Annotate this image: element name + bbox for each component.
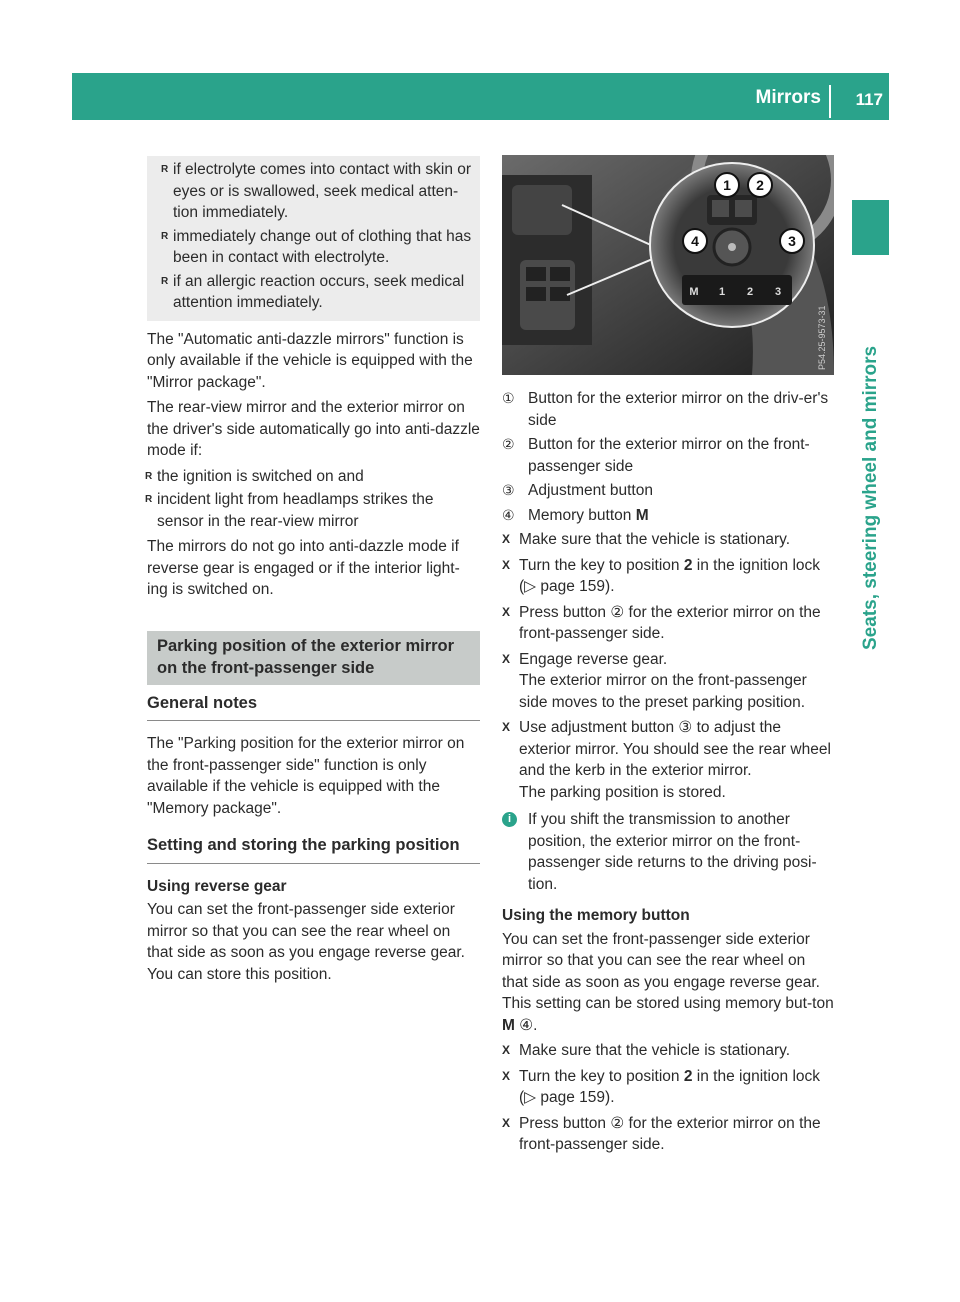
side-tab-marker [852, 200, 889, 255]
paragraph [502, 929, 834, 1037]
step-text: in the ignition lock (▷ page 159). [519, 1067, 821, 1106]
step-item [502, 602, 834, 645]
step-text: Make sure that the vehicle is stationary. [519, 531, 791, 548]
step-arrow-icon: X [502, 720, 511, 734]
page-header [72, 73, 889, 120]
section-title: Parking position of the exterior mirror on the front-passenger side [147, 631, 480, 685]
callout-2: 2 [756, 177, 764, 193]
memory-text-bold: M [502, 1016, 515, 1034]
step-result: The parking position is stored. [519, 783, 726, 801]
setting-heading: Setting and storing the parking position [147, 827, 480, 864]
paragraph: You can set the front-passenger side exterior mirror so that you can see the rear wheel on that side as soon as you engage reverse gear. You can store this position. [147, 901, 465, 983]
legend-item [502, 388, 834, 431]
step-item [502, 529, 834, 551]
step-item [502, 1066, 834, 1109]
step-text: in the ignition lock (▷ page 159). [519, 556, 821, 595]
step-arrow-icon: X [502, 532, 511, 546]
legend-item [502, 480, 834, 502]
preset-button-2-label: 2 [746, 286, 754, 298]
step-arrow-icon: X [502, 604, 511, 619]
legend-text: Adjustment button [528, 482, 653, 499]
paragraph: The rear-view mirror and the exterior mirror on the driver's side automatically go into anti-dazzle mode if: [147, 399, 480, 459]
step-arrow-icon: X [502, 1068, 511, 1083]
callout-3: 3 [788, 233, 796, 249]
paragraph: The "Parking position for the exterior mirror on the front-passenger side" function is only available if the vehicle is equipped with the "Memory package". [147, 735, 465, 817]
legend-text: Button for the exterior mirror on the front-passenger side [528, 436, 810, 475]
step-result: The exterior mirror on the front-passenger side moves to the preset parking position. [519, 672, 807, 711]
step-bold: 2 [683, 1067, 693, 1085]
step-text: Make sure that the vehicle is stationary. [519, 1042, 791, 1059]
step-text: Use adjustment button ③ to adjust the exterior mirror. You should see the rear wheel and the kerb in the exterior mirror. [519, 719, 831, 779]
door-controls-figure [502, 155, 834, 375]
reverse-gear-heading: Using reverse gear [147, 877, 287, 895]
step-arrow-icon: X [502, 651, 511, 666]
warning-bullet: R immediately change out of clothing that has been in contact with electrolyte. [163, 226, 472, 269]
side-section-label: Seats, steering wheel and mirrors [860, 345, 881, 650]
legend-number: ④ [502, 506, 515, 523]
memory-text: ④. [514, 1016, 538, 1034]
info-icon: i [502, 812, 517, 827]
step-item [502, 649, 834, 714]
step-text: Engage reverse gear. [519, 650, 668, 668]
legend-text: Button for the exterior mirror on the driv-er's side [528, 390, 829, 429]
info-note [502, 809, 834, 895]
door-controls-illustration [502, 155, 834, 375]
memory-button-heading: Using the memory button [502, 907, 690, 924]
condition-bullet: R incident light from headlamps strikes the sensor in the rear-view mirror [147, 489, 480, 532]
step-item [502, 1040, 834, 1062]
legend-bold: M [635, 506, 649, 524]
step-text: Turn the key to position [519, 1067, 684, 1085]
step-item [502, 1113, 834, 1156]
memory-text: You can set the front-passenger side exterior mirror so that you can see the rear wheel on that side as soon as you engage reverse gear. This setting can be stored using memory but-ton [502, 930, 834, 1012]
preset-button-3-label: 3 [774, 286, 782, 298]
condition-bullet: R the ignition is switched on and [147, 466, 480, 488]
warning-bullet: R if electrolyte comes into contact with skin or eyes or is swallowed, seek medical atten-tion immediately. [163, 159, 472, 224]
step-text: Press button ② for the exterior mirror on the front-passenger side. [519, 603, 821, 642]
legend-number: ③ [502, 482, 515, 498]
header-divider [829, 85, 831, 118]
general-notes-heading: General notes [147, 685, 480, 722]
page-number: 117 [855, 90, 883, 109]
legend-number: ② [502, 436, 515, 452]
step-arrow-icon: X [502, 557, 511, 572]
step-item [502, 717, 834, 803]
callout-4: 4 [691, 233, 699, 249]
step-text: Press button ② for the exterior mirror on the front-passenger side. [519, 1114, 821, 1153]
condition-list [147, 466, 480, 533]
callout-1: 1 [723, 177, 731, 193]
paragraph: The "Automatic anti-dazzle mirrors" function is only available if the vehicle is equipped with the "Mirror package". [147, 330, 473, 391]
preset-button-1-label: 1 [718, 286, 726, 298]
info-text: If you shift the transmission to another position, the exterior mirror on the front-passenger side returns to the driving posi-tion. [528, 811, 817, 893]
memory-button-label: M [689, 286, 699, 298]
left-column [147, 156, 480, 989]
chapter-title: Mirrors [755, 87, 821, 108]
step-bold: 2 [683, 556, 693, 574]
step-arrow-icon: X [502, 1043, 511, 1057]
figure-code: P54.25-9573-31 [817, 305, 827, 370]
legend-item [502, 505, 834, 527]
warning-box [147, 156, 480, 321]
right-column [502, 388, 834, 1160]
warning-bullet: R if an allergic reaction occurs, seek medical attention immediately. [163, 271, 472, 314]
step-item [502, 555, 834, 598]
legend-text: Memory button [528, 506, 636, 524]
legend-number: ① [502, 390, 515, 406]
paragraph: The mirrors do not go into anti-dazzle mode if reverse gear is engaged or if the interior light-ing is switched on. [147, 538, 460, 598]
legend-item [502, 434, 834, 477]
step-text: Turn the key to position [519, 556, 684, 574]
step-arrow-icon: X [502, 1115, 511, 1130]
